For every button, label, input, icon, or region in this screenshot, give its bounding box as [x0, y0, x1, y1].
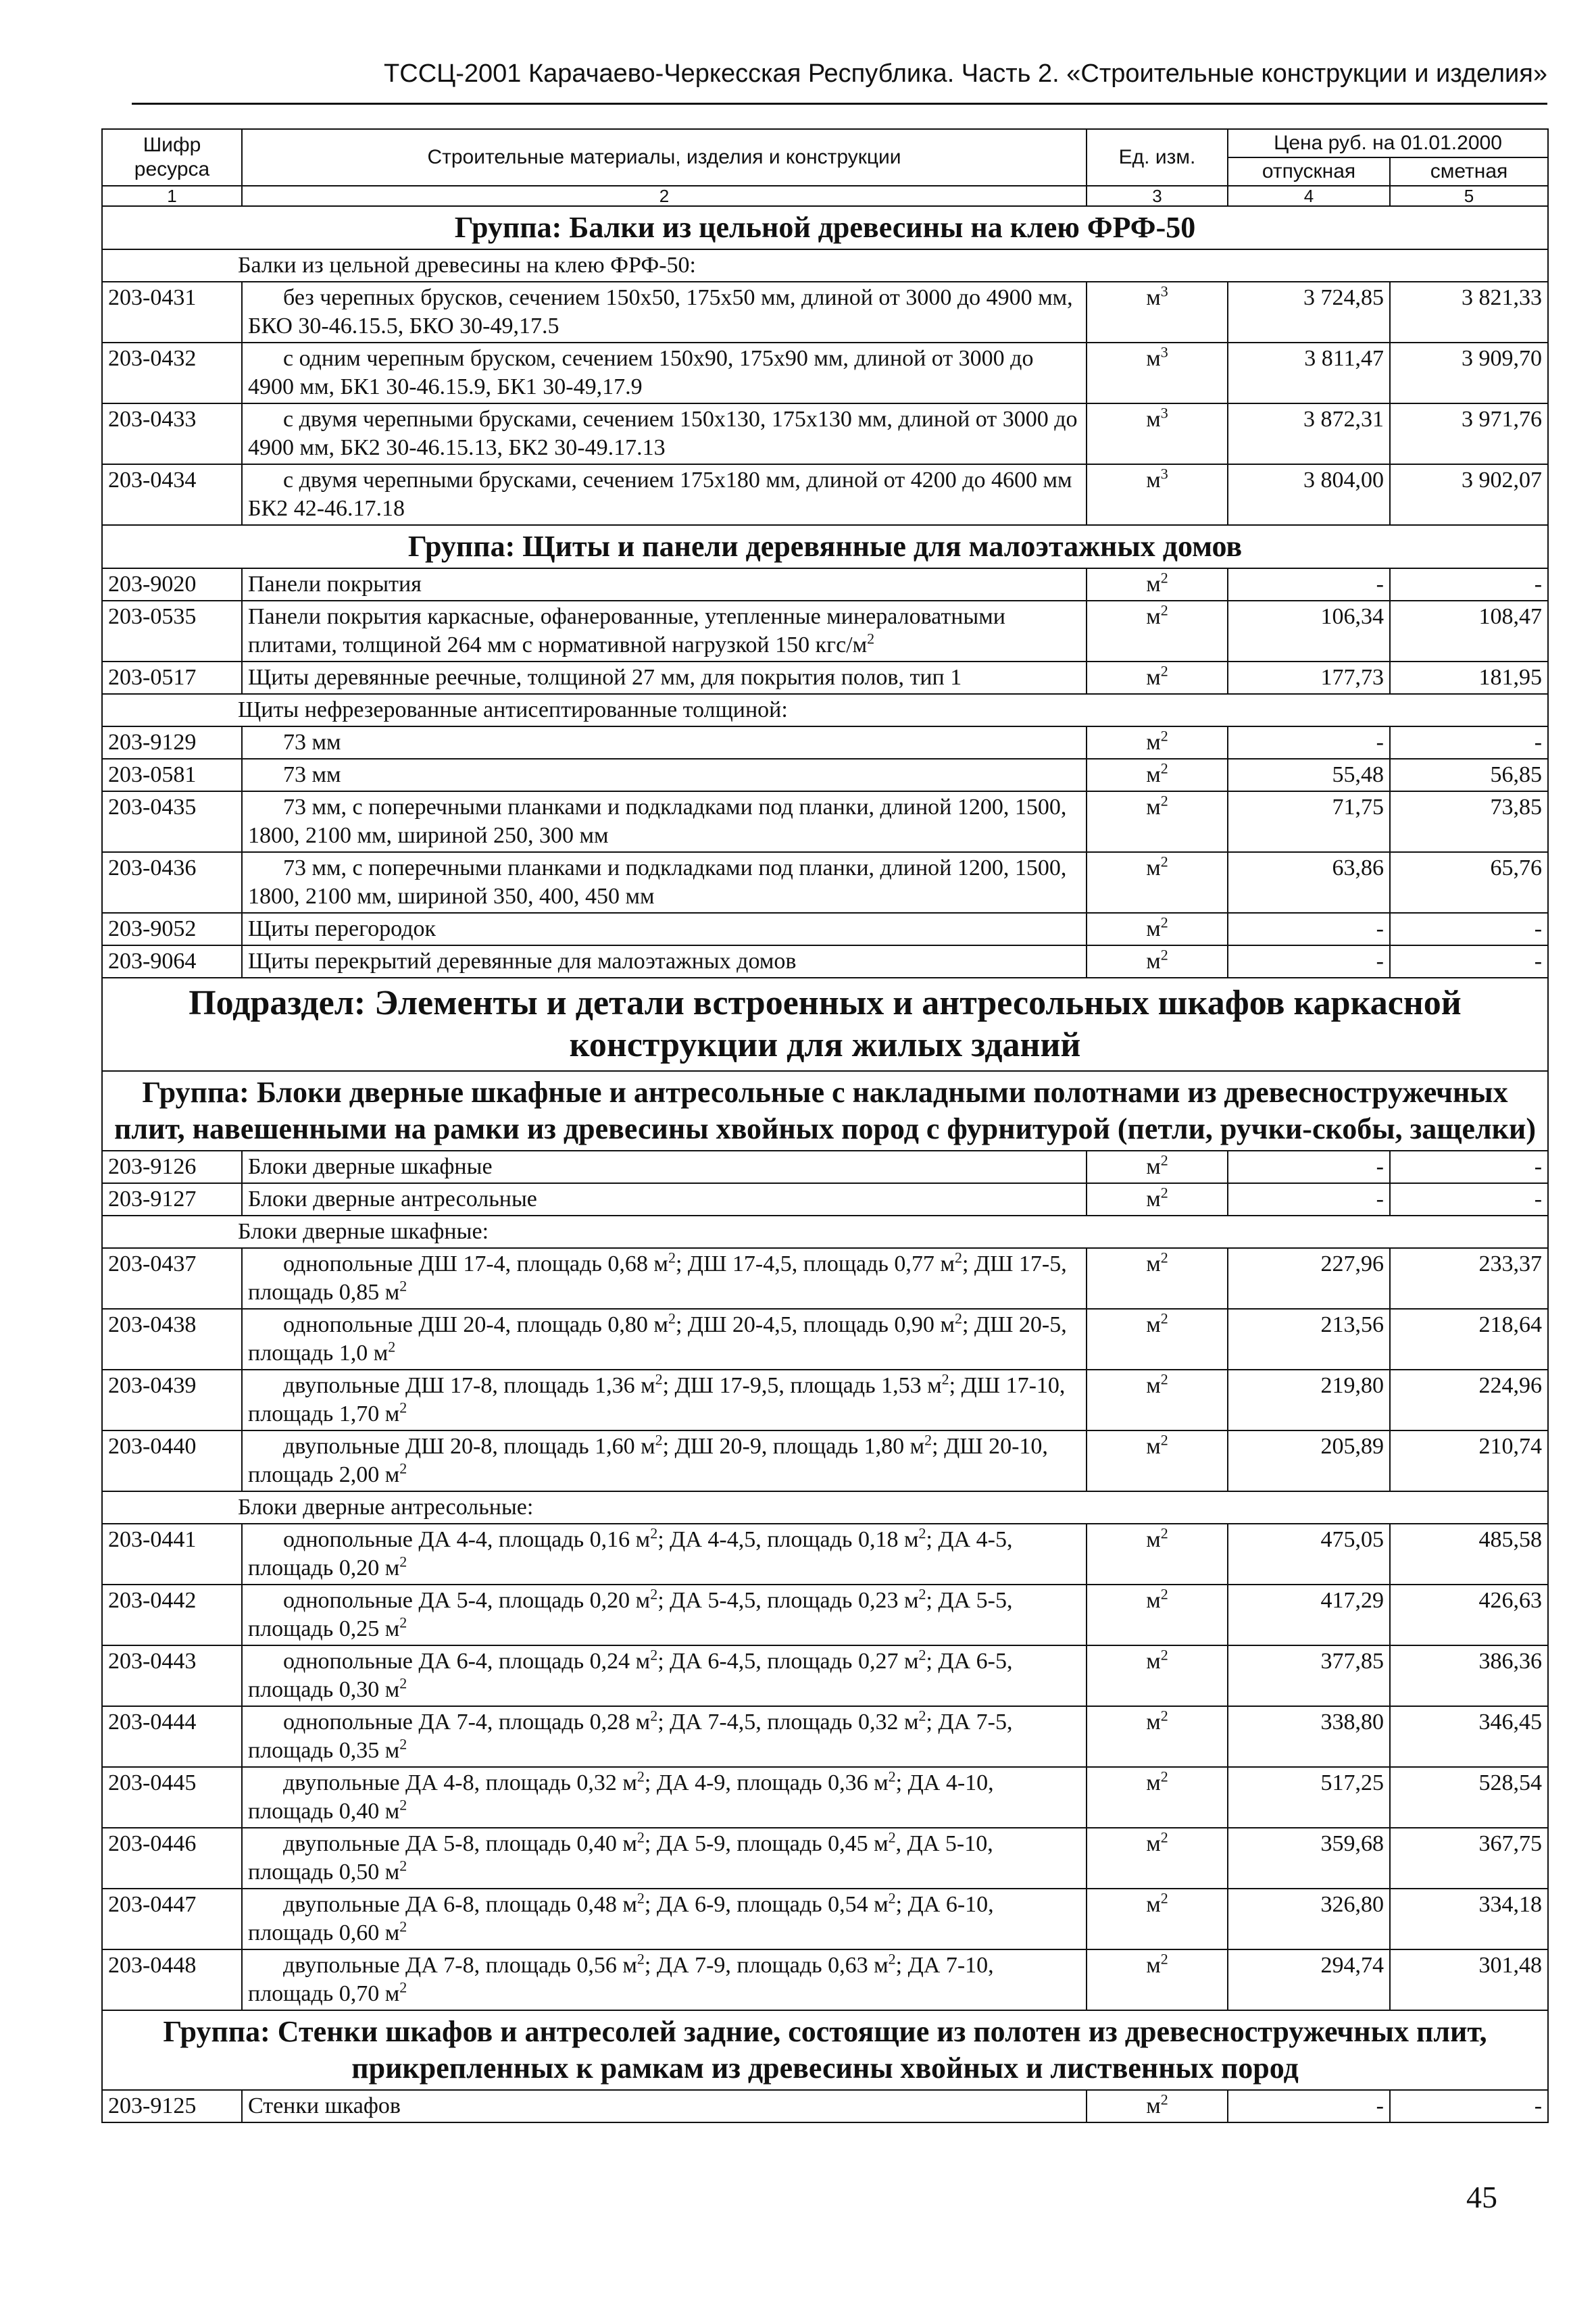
- subsection-heading: Подраздел: Элементы и детали встроенных и антресольных шкафов каркасной конструкции для жилых зданий: [102, 978, 1548, 1071]
- estimate-price: 3 909,70: [1390, 343, 1548, 403]
- description-text: с одним черепным бруском, сечением 150х90, 175х90 мм, длиной от 3000 до 4900 мм, БК1 30-46.15.9, БК1 30-49,17.9: [248, 346, 1034, 399]
- estimate-price: 386,36: [1390, 1645, 1548, 1706]
- release-price: 3 724,85: [1228, 282, 1390, 343]
- material-description: [242, 662, 1087, 694]
- resource-code: 203-0436: [102, 852, 242, 913]
- release-price: 3 811,47: [1228, 343, 1390, 403]
- resource-code: 203-0443: [102, 1645, 242, 1706]
- unit-cell: [1087, 1645, 1228, 1706]
- table-row: [102, 282, 1548, 343]
- description-text: однопольные ДА 6-4, площадь 0,24 $м^2$; ДА 6-4,5, площадь 0,27 $м^2$; ДА 6-5, площадь 0,30 $м^2$: [248, 1646, 1013, 1702]
- table-row: [102, 1889, 1548, 1949]
- description-text: 73 мм: [283, 730, 341, 755]
- estimate-price: -: [1390, 2090, 1548, 2122]
- release-price: 63,86: [1228, 852, 1390, 913]
- unit-text: м: [1146, 468, 1161, 493]
- unit-cell: [1087, 662, 1228, 694]
- unit-cell: [1087, 1370, 1228, 1430]
- material-description: [242, 852, 1087, 913]
- material-description: [242, 726, 1087, 759]
- unit-exponent: 2: [1160, 1950, 1168, 1968]
- release-price: -: [1228, 945, 1390, 978]
- material-description: [242, 464, 1087, 525]
- description-text: однопольные ДА 4-4, площадь 0,16 $м^2$; ДА 4-4,5, площадь 0,18 $м^2$; ДА 4-5, площадь 0,20 $м^2$: [248, 1524, 1013, 1580]
- table-row: [102, 1767, 1548, 1828]
- unit-exponent: 2: [1160, 569, 1168, 587]
- release-price: -: [1228, 568, 1390, 601]
- table-row: [102, 1645, 1548, 1706]
- resource-code: 203-9125: [102, 2090, 242, 2122]
- table-row: [102, 464, 1548, 525]
- material-description: [242, 1309, 1087, 1370]
- table-row: [102, 568, 1548, 601]
- description-text: без черепных брусков, сечением 150х50, 175х50 мм, длиной от 3000 до 4900 мм, БКО 30-46.15.5, БКО 30-49,17.5: [248, 285, 1073, 339]
- subgroup-label: Балки из цельной древесины на клею ФРФ-50:: [102, 249, 1548, 282]
- unit-text: м: [1146, 1953, 1161, 1978]
- unit-text: м: [1146, 1373, 1161, 1398]
- material-description: [242, 1828, 1087, 1889]
- unit-text: м: [1146, 730, 1161, 755]
- unit-exponent: 2: [1160, 1524, 1168, 1542]
- unit-exponent: 3: [1160, 404, 1168, 422]
- unit-text: м: [1146, 795, 1161, 820]
- unit-exponent: 2: [1160, 1310, 1168, 1327]
- release-price: 219,80: [1228, 1370, 1390, 1430]
- release-price: 359,68: [1228, 1828, 1390, 1889]
- col-code-header: Шифр ресурса: [102, 129, 242, 186]
- description-text: Блоки дверные антресольные: [248, 1187, 537, 1212]
- estimate-price: 485,58: [1390, 1524, 1548, 1585]
- col-name-header: Строительные материалы, изделия и конструкции: [242, 129, 1087, 186]
- unit-text: м: [1146, 1312, 1161, 1337]
- col-num-2: 2: [242, 186, 1087, 206]
- unit-exponent: 2: [1160, 760, 1168, 777]
- release-price: 213,56: [1228, 1309, 1390, 1370]
- release-price: 177,73: [1228, 662, 1390, 694]
- unit-cell: [1087, 1183, 1228, 1216]
- unit-cell: [1087, 791, 1228, 852]
- material-description: [242, 403, 1087, 464]
- material-description: [242, 913, 1087, 945]
- description-text: однопольные ДА 5-4, площадь 0,20 $м^2$; ДА 5-4,5, площадь 0,23 $м^2$; ДА 5-5, площадь 0,25 $м^2$: [248, 1585, 1013, 1641]
- unit-exponent: 3: [1160, 465, 1168, 482]
- unit-exponent: 2: [1160, 1768, 1168, 1785]
- estimate-price: 528,54: [1390, 1767, 1548, 1828]
- description-text: Щиты деревянные реечные, толщиной 27 мм, для покрытия полов, тип 1: [248, 665, 962, 690]
- release-price: 377,85: [1228, 1645, 1390, 1706]
- release-price: 106,34: [1228, 601, 1390, 662]
- description-text: Панели покрытия каркасные, офанерованные, утепленные минераловатными плитами, толщиной 264 мм с нормативной нагрузкой 150 кгс/$м^2$: [248, 604, 1005, 657]
- release-price: 205,89: [1228, 1430, 1390, 1491]
- description-text: 73 мм, с поперечными планками и подкладками под планки, длиной 1200, 1500, 1800, 2100 мм, шириной 350, 400, 450 мм: [248, 855, 1067, 909]
- unit-exponent: 2: [1160, 1707, 1168, 1724]
- unit-exponent: 2: [1160, 727, 1168, 745]
- group-heading: Группа: Балки из цельной древесины на клею ФРФ-50: [102, 206, 1548, 249]
- table-row: [102, 759, 1548, 791]
- table-row: [102, 945, 1548, 978]
- resource-code: 203-9052: [102, 913, 242, 945]
- description-text: двупольные ДА 6-8, площадь 0,48 $м^2$; ДА 6-9, площадь 0,54 $м^2$; ДА 6-10, площадь 0,60 $м^2$: [248, 1889, 994, 1945]
- estimate-price: 224,96: [1390, 1370, 1548, 1430]
- estimate-price: 108,47: [1390, 601, 1548, 662]
- page-number: 45: [1466, 2180, 1497, 2214]
- release-price: 3 872,31: [1228, 403, 1390, 464]
- unit-exponent: 3: [1160, 282, 1168, 300]
- resource-code: 203-0535: [102, 601, 242, 662]
- description-text: двупольные ДШ 20-8, площадь 1,60 $м^2$; ДШ 20-9, площадь 1,80 $м^2$; ДШ 20-10, площадь 2,00 $м^2$: [248, 1431, 1048, 1487]
- table-row: [102, 726, 1548, 759]
- resource-code: 203-0448: [102, 1949, 242, 2010]
- material-description: [242, 945, 1087, 978]
- release-price: 227,96: [1228, 1248, 1390, 1309]
- unit-exponent: 2: [1160, 914, 1168, 931]
- resource-code: 203-0439: [102, 1370, 242, 1430]
- material-description: [242, 1151, 1087, 1183]
- resource-code: 203-0438: [102, 1309, 242, 1370]
- unit-cell: [1087, 1706, 1228, 1767]
- unit-text: м: [1146, 949, 1161, 974]
- description-text: 73 мм: [283, 762, 341, 787]
- col-estimate-header: сметная: [1390, 157, 1548, 186]
- unit-text: м: [1146, 346, 1161, 371]
- unit-exponent: 2: [1160, 601, 1168, 619]
- unit-exponent: 2: [1160, 1585, 1168, 1603]
- material-description: [242, 2090, 1087, 2122]
- description-text: с двумя черепными брусками, сечением 175х180 мм, длиной от 4200 до 4600 мм БК2 42-46.17.18: [248, 468, 1072, 521]
- resource-code: 203-9064: [102, 945, 242, 978]
- material-description: [242, 1524, 1087, 1585]
- estimate-price: 56,85: [1390, 759, 1548, 791]
- estimate-price: 181,95: [1390, 662, 1548, 694]
- estimate-price: 73,85: [1390, 791, 1548, 852]
- unit-exponent: 2: [1160, 946, 1168, 964]
- table-row: [102, 1248, 1548, 1309]
- unit-text: м: [1146, 855, 1161, 880]
- unit-exponent: 2: [1160, 1431, 1168, 1449]
- resource-code: 203-0444: [102, 1706, 242, 1767]
- table-row: [102, 1309, 1548, 1370]
- subgroup-label: Блоки дверные шкафные:: [102, 1216, 1548, 1248]
- resource-code: 203-9126: [102, 1151, 242, 1183]
- estimate-price: 301,48: [1390, 1949, 1548, 2010]
- unit-exponent: 2: [1160, 2091, 1168, 2108]
- estimate-price: 218,64: [1390, 1309, 1548, 1370]
- estimate-price: 3 821,33: [1390, 282, 1548, 343]
- unit-cell: [1087, 852, 1228, 913]
- unit-text: м: [1146, 2093, 1161, 2118]
- unit-cell: [1087, 601, 1228, 662]
- release-price: 338,80: [1228, 1706, 1390, 1767]
- table-row: [102, 1949, 1548, 2010]
- estimate-price: 334,18: [1390, 1889, 1548, 1949]
- price-table-wrap: [101, 128, 1547, 2123]
- description-text: Блоки дверные шкафные: [248, 1154, 493, 1179]
- table-row: [102, 1183, 1548, 1216]
- unit-text: м: [1146, 1892, 1161, 1917]
- estimate-price: 346,45: [1390, 1706, 1548, 1767]
- unit-cell: [1087, 1767, 1228, 1828]
- unit-text: м: [1146, 1527, 1161, 1552]
- unit-text: м: [1146, 604, 1161, 629]
- estimate-price: 426,63: [1390, 1585, 1548, 1645]
- description-text: Стенки шкафов: [248, 2093, 401, 2118]
- table-row: [102, 403, 1548, 464]
- table-row: [102, 662, 1548, 694]
- unit-exponent: 2: [1160, 1370, 1168, 1388]
- resource-code: 203-0434: [102, 464, 242, 525]
- unit-cell: [1087, 1151, 1228, 1183]
- table-row: [102, 601, 1548, 662]
- group-heading: Группа: Щиты и панели деревянные для малоэтажных домов: [102, 525, 1548, 568]
- material-description: [242, 791, 1087, 852]
- price-table: [101, 128, 1549, 2123]
- subgroup-label: Блоки дверные антресольные:: [102, 1491, 1548, 1524]
- resource-code: 203-9129: [102, 726, 242, 759]
- table-row: [102, 1828, 1548, 1889]
- unit-cell: [1087, 1248, 1228, 1309]
- estimate-price: 3 902,07: [1390, 464, 1548, 525]
- material-description: [242, 1370, 1087, 1430]
- col-price-header: Цена руб. на 01.01.2000: [1228, 129, 1548, 157]
- release-price: 3 804,00: [1228, 464, 1390, 525]
- release-price: 417,29: [1228, 1585, 1390, 1645]
- release-price: 71,75: [1228, 791, 1390, 852]
- resource-code: 203-0442: [102, 1585, 242, 1645]
- page-header: ТССЦ-2001 Карачаево-Черкесская Республика. Часть 2. «Строительные конструкции и изделия»: [384, 59, 1547, 88]
- resource-code: 203-0431: [102, 282, 242, 343]
- release-price: 326,80: [1228, 1889, 1390, 1949]
- resource-code: 203-0432: [102, 343, 242, 403]
- resource-code: 203-0440: [102, 1430, 242, 1491]
- unit-text: м: [1146, 1770, 1161, 1795]
- unit-cell: [1087, 568, 1228, 601]
- unit-text: м: [1146, 285, 1161, 310]
- table-row: [102, 913, 1548, 945]
- table-row: [102, 1370, 1548, 1430]
- estimate-price: 3 971,76: [1390, 403, 1548, 464]
- unit-exponent: 2: [1160, 1151, 1168, 1169]
- release-price: 517,25: [1228, 1767, 1390, 1828]
- material-description: [242, 601, 1087, 662]
- group-heading: Группа: Блоки дверные шкафные и антресольные с накладными полотнами из древесностружечных плит, навешенными на рамки из древесины хвойных пород с фурнитурой (петли, ручки-скобы, защелки): [102, 1071, 1548, 1151]
- description-text: двупольные ДШ 17-8, площадь 1,36 $м^2$; ДШ 17-9,5, площадь 1,53 $м^2$; ДШ 17-10, площадь 1,70 $м^2$: [248, 1370, 1066, 1426]
- material-description: [242, 568, 1087, 601]
- table-row: [102, 1585, 1548, 1645]
- unit-cell: [1087, 1309, 1228, 1370]
- unit-exponent: 2: [1160, 1889, 1168, 1907]
- table-row: [102, 2090, 1548, 2122]
- resource-code: 203-0447: [102, 1889, 242, 1949]
- resource-code: 203-0433: [102, 403, 242, 464]
- resource-code: 203-0581: [102, 759, 242, 791]
- description-text: двупольные ДА 7-8, площадь 0,56 $м^2$; ДА 7-9, площадь 0,63 $м^2$; ДА 7-10, площадь 0,70 $м^2$: [248, 1950, 994, 2006]
- unit-text: м: [1146, 665, 1161, 690]
- estimate-price: -: [1390, 568, 1548, 601]
- release-price: -: [1228, 1151, 1390, 1183]
- material-description: [242, 343, 1087, 403]
- release-price: 294,74: [1228, 1949, 1390, 2010]
- table-row: [102, 1151, 1548, 1183]
- description-text: однопольные ДШ 20-4, площадь 0,80 $м^2$; ДШ 20-4,5, площадь 0,90 $м^2$; ДШ 20-5, площадь 1,0 $м^2$: [248, 1310, 1067, 1366]
- unit-cell: [1087, 343, 1228, 403]
- unit-cell: [1087, 913, 1228, 945]
- unit-exponent: 2: [1160, 662, 1168, 680]
- unit-cell: [1087, 282, 1228, 343]
- description-text: однопольные ДШ 17-4, площадь 0,68 $м^2$; ДШ 17-4,5, площадь 0,77 $м^2$; ДШ 17-5, площадь 0,85 $м^2$: [248, 1249, 1067, 1305]
- description-text: двупольные ДА 5-8, площадь 0,40 $м^2$; ДА 5-9, площадь 0,45 $м^2$, ДА 5-10, площадь 0,50 $м^2$: [248, 1828, 993, 1885]
- unit-cell: [1087, 2090, 1228, 2122]
- unit-text: м: [1146, 1187, 1161, 1212]
- table-row: [102, 1524, 1548, 1585]
- material-description: [242, 1889, 1087, 1949]
- estimate-price: -: [1390, 913, 1548, 945]
- unit-text: м: [1146, 1588, 1161, 1613]
- table-row: [102, 343, 1548, 403]
- description-text: однопольные ДА 7-4, площадь 0,28 $м^2$; ДА 7-4,5, площадь 0,32 $м^2$; ДА 7-5, площадь 0,35 $м^2$: [248, 1707, 1013, 1763]
- unit-cell: [1087, 726, 1228, 759]
- unit-exponent: 2: [1160, 1249, 1168, 1266]
- unit-exponent: 3: [1160, 343, 1168, 361]
- resource-code: 203-0445: [102, 1767, 242, 1828]
- description-text: Щиты перекрытий деревянные для малоэтажных домов: [248, 949, 797, 974]
- col-num-1: 1: [102, 186, 242, 206]
- unit-cell: [1087, 403, 1228, 464]
- unit-cell: [1087, 464, 1228, 525]
- col-num-3: 3: [1087, 186, 1228, 206]
- resource-code: 203-9127: [102, 1183, 242, 1216]
- description-text: двупольные ДА 4-8, площадь 0,32 $м^2$; ДА 4-9, площадь 0,36 $м^2$; ДА 4-10, площадь 0,40 $м^2$: [248, 1768, 994, 1824]
- unit-text: м: [1146, 916, 1161, 941]
- estimate-price: 210,74: [1390, 1430, 1548, 1491]
- subgroup-label: Щиты нефрезерованные антисептированные толщиной:: [102, 694, 1548, 726]
- unit-text: м: [1146, 572, 1161, 597]
- unit-text: м: [1146, 1434, 1161, 1459]
- estimate-price: 65,76: [1390, 852, 1548, 913]
- table-row: [102, 852, 1548, 913]
- release-price: 475,05: [1228, 1524, 1390, 1585]
- unit-exponent: 2: [1160, 1184, 1168, 1201]
- unit-text: м: [1146, 1831, 1161, 1856]
- material-description: [242, 1183, 1087, 1216]
- resource-code: 203-0435: [102, 791, 242, 852]
- table-row: [102, 1706, 1548, 1767]
- description-text: с двумя черепными брусками, сечением 150х130, 175х130 мм, длиной от 3000 до 4900 мм, БК2 30-46.15.13, БК2 30-49.17.13: [248, 407, 1078, 460]
- material-description: [242, 1949, 1087, 2010]
- description-text: 73 мм, с поперечными планками и подкладками под планки, длиной 1200, 1500, 1800, 2100 мм, шириной 250, 300 мм: [248, 795, 1067, 848]
- group-heading: Группа: Стенки шкафов и антресолей задние, состоящие из полотен из древесностружечных плит, прикрепленных к рамкам из древесины хвойных и лиственных пород: [102, 2010, 1548, 2090]
- unit-exponent: 2: [1160, 1646, 1168, 1664]
- unit-text: м: [1146, 1710, 1161, 1735]
- unit-text: м: [1146, 1154, 1161, 1179]
- unit-cell: [1087, 1430, 1228, 1491]
- unit-exponent: 2: [1160, 792, 1168, 810]
- unit-exponent: 2: [1160, 853, 1168, 870]
- resource-code: 203-0437: [102, 1248, 242, 1309]
- release-price: 55,48: [1228, 759, 1390, 791]
- table-row: [102, 791, 1548, 852]
- resource-code: 203-0441: [102, 1524, 242, 1585]
- estimate-price: 367,75: [1390, 1828, 1548, 1889]
- release-price: -: [1228, 1183, 1390, 1216]
- unit-cell: [1087, 1828, 1228, 1889]
- unit-cell: [1087, 1949, 1228, 2010]
- col-num-4: 4: [1228, 186, 1390, 206]
- unit-cell: [1087, 945, 1228, 978]
- unit-cell: [1087, 759, 1228, 791]
- material-description: [242, 1430, 1087, 1491]
- unit-text: м: [1146, 1251, 1161, 1276]
- estimate-price: -: [1390, 945, 1548, 978]
- release-price: -: [1228, 726, 1390, 759]
- description-text: Щиты перегородок: [248, 916, 437, 941]
- estimate-price: -: [1390, 726, 1548, 759]
- resource-code: 203-9020: [102, 568, 242, 601]
- col-num-5: 5: [1390, 186, 1548, 206]
- unit-exponent: 2: [1160, 1828, 1168, 1846]
- release-price: -: [1228, 2090, 1390, 2122]
- estimate-price: 233,37: [1390, 1248, 1548, 1309]
- unit-text: м: [1146, 1649, 1161, 1674]
- material-description: [242, 282, 1087, 343]
- table-row: [102, 1430, 1548, 1491]
- unit-text: м: [1146, 407, 1161, 432]
- col-unit-header: Ед. изм.: [1087, 129, 1228, 186]
- header-rule: [132, 103, 1547, 105]
- estimate-price: -: [1390, 1151, 1548, 1183]
- unit-text: м: [1146, 762, 1161, 787]
- material-description: [242, 1767, 1087, 1828]
- release-price: -: [1228, 913, 1390, 945]
- col-release-header: отпускная: [1228, 157, 1390, 186]
- material-description: [242, 1645, 1087, 1706]
- estimate-price: -: [1390, 1183, 1548, 1216]
- material-description: [242, 1706, 1087, 1767]
- table-body: [102, 206, 1548, 2122]
- unit-cell: [1087, 1524, 1228, 1585]
- material-description: [242, 1585, 1087, 1645]
- resource-code: 203-0517: [102, 662, 242, 694]
- resource-code: 203-0446: [102, 1828, 242, 1889]
- material-description: [242, 1248, 1087, 1309]
- unit-cell: [1087, 1889, 1228, 1949]
- material-description: [242, 759, 1087, 791]
- unit-cell: [1087, 1585, 1228, 1645]
- description-text: Панели покрытия: [248, 572, 422, 597]
